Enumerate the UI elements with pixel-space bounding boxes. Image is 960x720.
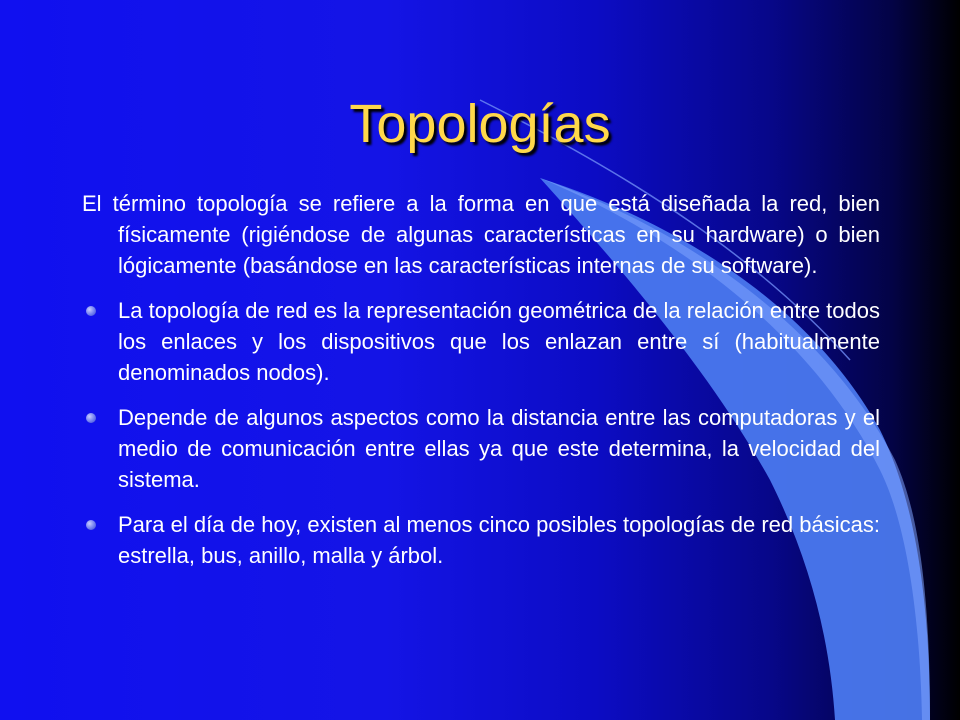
bullet-item <box>82 295 880 388</box>
slide-body <box>82 188 880 585</box>
bullet-icon <box>86 520 96 530</box>
bullet-item <box>82 402 880 495</box>
slide-title: Topologías <box>349 94 611 154</box>
intro-paragraph: El término topología se refiere a la forma en que está diseñada la red, bien físicamente (rigiéndose de algunas características en su hardware) o bien lógicamente (basándose en las características internas de su software). <box>82 191 880 278</box>
bullet-text: La topología de red es la representación geométrica de la relación entre todos los enlaces y los dispositivos que los enlazan entre sí (habitualmente denominados nodos). <box>118 298 880 385</box>
bullet-text: Para el día de hoy, existen al menos cinco posibles topologías de red básicas: estrella, bus, anillo, malla y árbol. <box>118 512 880 568</box>
bullet-item <box>82 509 880 571</box>
bullet-icon <box>86 413 96 423</box>
bullet-icon <box>86 306 96 316</box>
bullet-text: Depende de algunos aspectos como la distancia entre las computadoras y el medio de comunicación entre ellas ya que este determina, la velocidad del sistema. <box>118 405 880 492</box>
